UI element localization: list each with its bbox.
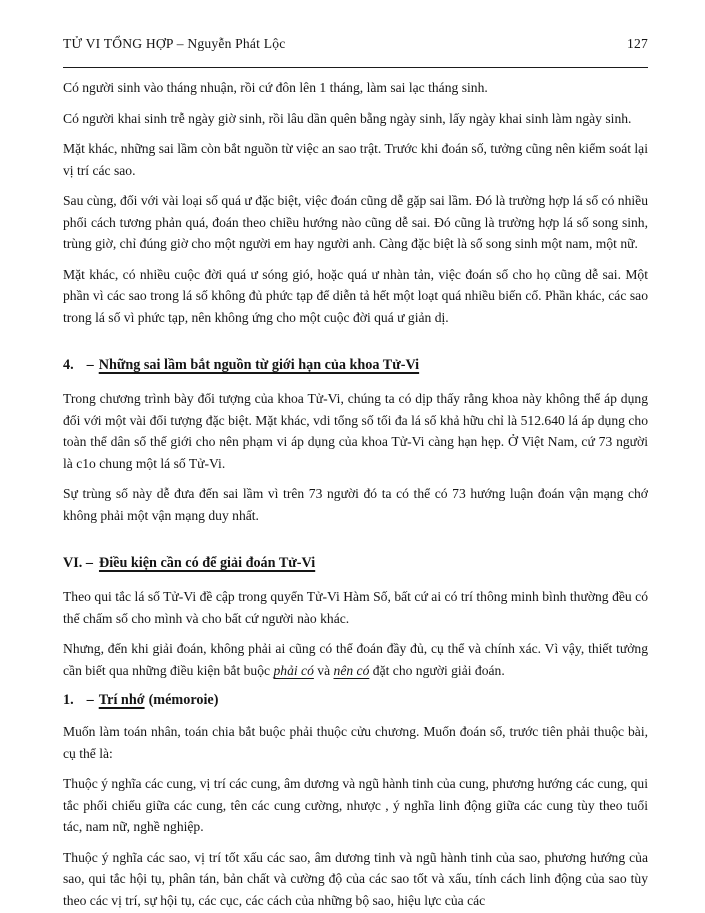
paragraph-memorize-sao: Thuộc ý nghĩa các sao, vị trí tốt xấu các sao, âm dương tinh và ngũ hành tinh của sao, phương hướng của sao, qui tắc hội tụ, phân tán, bản chất và cường độ của các sao tốt và xấu, tính cách linh động của sao tùy theo các vị trí, sự hội tụ, các cục, các cách của những bộ sao, hiệu lực của các: [63, 849, 648, 908]
paragraph-scope-limits: Trong chương trình bày đối tượng của khoa Tử-Vi, chúng ta có dịp thấy rằng khoa này không thể áp dụng đối với một vài đối tượng đặc biệt. Mặt khác, vdi tổng số tối đa lá số khả hữu chỉ là 512.640 lá áp dụng cho toàn thể dân số thế giới cho nên phạm vi áp dụng của khoa Tử-Vi càng hạn hẹp. Ở Việt Nam, cứ 73 người là c1o chung một lá số Tử-Vi.: [63, 391, 648, 471]
paragraph-interpretation-conditions: [63, 638, 648, 681]
section-number: VI. –: [63, 555, 93, 571]
page-body: [63, 77, 648, 911]
section-number: 4.: [63, 357, 74, 373]
section-title: Những sai lầm bắt nguồn từ giới hạn của khoa Tử-Vi: [98, 357, 420, 373]
emphasis-phai-co: phải có: [273, 662, 314, 678]
paragraph-duplicate-charts: Sự trùng số này dễ đưa đến sai lầm vì trên 73 người đó ta có thể có 73 hướng luận đoán vận mạng chớ không phải một vận mạng duy nhất.: [63, 486, 648, 523]
paragraph-memory-intro: Muốn làm toán nhân, toán chia bắt buộc phải thuộc cửu chương. Muốn đoán số, trước tiên phải thuộc bài, cụ thể là:: [63, 724, 648, 761]
text-segment: và: [313, 662, 334, 678]
text-segment: Nhưng, đến khi giải đoán, không phải ai cũng có thể đoán đầy đủ, cụ thể và chính xác. Vì vậy, thiết tưởng cần biết qua những điều kiện bắt buộc: [63, 641, 648, 678]
paragraph-late-registration: Có người khai sinh trễ ngày giờ sinh, rồi lâu dần quên bẵng ngày sinh, lấy ngày khai sinh làm ngày sinh.: [63, 110, 632, 126]
section-dash: –: [86, 692, 94, 708]
section-heading-4: [63, 355, 648, 375]
paragraph-month-birth: Có người sinh vào tháng nhuận, rồi cứ đôn lên 1 tháng, làm sai lạc tháng sinh.: [63, 80, 488, 95]
header-rule: [63, 67, 648, 68]
paragraph-turbulent-lives: Mặt khác, có nhiều cuộc đời quá ư sóng gió, hoặc quá ư nhàn tản, việc đoán số cho họ cũng dễ sai. Một phần vì các sao trong lá số không đủ phức tạp để diễn tả hết một loạt quá nhiều biến cố. Phần khác, các sao trong lá số vì phức tạp, nên không ứng cho một cuộc đời quá ư giản dị.: [63, 266, 648, 325]
paragraph-chart-rules: Theo qui tắc lá số Tử-Vi đề cập trong quyển Tử-Vi Hàm Số, bất cứ ai có trí thông minh bình thường đều có thể chấm số cho mình và cho bất cứ người nào khác.: [63, 589, 648, 626]
section-title: Trí nhớ: [98, 692, 145, 708]
paragraph-special-charts: Sau cùng, đối với vài loại số quá ư đặc biệt, việc đoán cũng dễ gặp sai lầm. Đó là trường hợp lá số có nhiều phối cách tương phản quá, đoán theo chiều hướng nào cũng dễ sai. Đó cũng là trường hợp lá số song sinh, trùng giờ, chỉ đúng giờ cho một người em hay người anh. Càng đặc biệt là số song sinh một nam, một nữ.: [63, 193, 648, 251]
page-header: [63, 36, 648, 52]
section-title-suffix: (mémoroie): [148, 692, 219, 708]
emphasis-nen-co: nên có: [333, 662, 370, 678]
running-title: TỬ VI TỔNG HỢP – Nguyễn Phát Lộc: [63, 36, 286, 51]
section-title: Điều kiện cần có để giải đoán Tử-Vi: [98, 555, 316, 571]
section-number: 1.: [63, 692, 74, 708]
section-heading-1: [63, 690, 648, 710]
section-dash: –: [86, 357, 94, 373]
text-segment: đặt cho người giải đoán.: [369, 662, 505, 678]
paragraph-memorize-cung: Thuộc ý nghĩa các cung, vị trí các cung, âm dương và ngũ hành tinh của cung, phương hướng các cung, qui tắc phối chiếu giữa các cung, tên các cung cường, nhược , ý nghĩa linh động giữa các cung tùy theo tuổi tác, nam nữ, nghề nghiệp.: [63, 776, 648, 834]
paragraph-star-placement: Mặt khác, những sai lầm còn bắt nguồn từ việc an sao trật. Trước khi đoán số, tưởng cũng nên kiểm soát lại vị trí các sao.: [63, 141, 648, 178]
page-number: 127: [627, 36, 648, 51]
section-heading-VI: [63, 553, 648, 573]
